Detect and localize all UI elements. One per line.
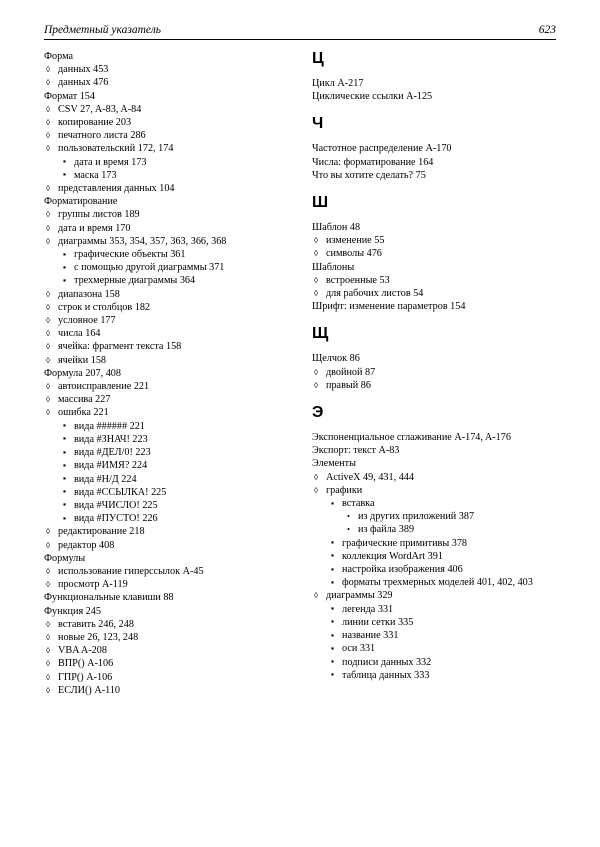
index-entry xyxy=(44,618,286,631)
diamond-bullet-icon: ◊ xyxy=(46,355,51,365)
index-entry-label: вида #ЧИСЛО! 225 xyxy=(74,499,158,511)
index-entry-label: оси 331 xyxy=(342,643,376,655)
diamond-bullet-icon: ◊ xyxy=(46,329,51,339)
index-entry-label: двойной 87 xyxy=(326,366,376,378)
square-bullet-icon: ▪ xyxy=(63,156,67,167)
index-entry xyxy=(312,274,554,287)
index-entry xyxy=(312,261,554,274)
diamond-bullet-icon: ◊ xyxy=(314,367,319,377)
index-entry-label: числа 164 xyxy=(58,328,101,340)
index-entry-label: ошибка 221 xyxy=(58,407,109,419)
index-entry xyxy=(312,576,554,589)
index-entry xyxy=(312,221,554,234)
index-entry xyxy=(312,444,554,457)
index-entry-label: вида ###### 221 xyxy=(74,420,145,432)
index-entry-label: вида #ИМЯ? 224 xyxy=(74,460,148,472)
index-entry xyxy=(44,274,286,287)
diamond-bullet-icon: ◊ xyxy=(46,144,51,154)
index-entry-label: Шрифт: изменение параметров 154 xyxy=(312,301,466,313)
index-entry xyxy=(44,486,286,499)
index-entry-label: Щелчок 86 xyxy=(312,353,360,365)
index-entry-label: изменение 55 xyxy=(326,235,385,247)
index-entry xyxy=(44,182,286,195)
index-entry xyxy=(44,340,286,353)
index-entry xyxy=(312,156,554,169)
index-entry-label: представления данных 104 xyxy=(58,183,175,195)
index-entry xyxy=(312,563,554,576)
index-entry-label: дата и время 170 xyxy=(58,222,131,234)
square-bullet-icon: ▪ xyxy=(331,563,335,574)
index-entry xyxy=(44,195,286,208)
index-entry-label: данных 453 xyxy=(58,64,109,76)
diamond-bullet-icon: ◊ xyxy=(46,131,51,141)
diamond-bullet-icon: ◊ xyxy=(46,104,51,114)
index-entry xyxy=(312,379,554,392)
index-entry-label: встроенные 53 xyxy=(326,274,390,286)
diamond-bullet-icon: ◊ xyxy=(46,342,51,352)
square-bullet-icon: ▪ xyxy=(331,550,335,561)
index-entry xyxy=(44,578,286,591)
diamond-bullet-icon: ◊ xyxy=(46,118,51,128)
index-entry xyxy=(312,510,554,523)
index-letter-heading: Э xyxy=(312,404,324,422)
index-entry xyxy=(312,234,554,247)
square-bullet-icon: ▪ xyxy=(63,459,67,470)
index-entry xyxy=(44,288,286,301)
index-entry-label: CSV 27, A-83, A-84 xyxy=(58,103,142,115)
index-entry-label: дата и время 173 xyxy=(74,156,147,168)
diamond-bullet-icon: ◊ xyxy=(46,316,51,326)
index-entry-label: Формула 207, 408 xyxy=(44,367,121,379)
left-column xyxy=(44,50,286,697)
index-entry xyxy=(44,169,286,182)
diamond-bullet-icon: ◊ xyxy=(46,382,51,392)
index-entry xyxy=(312,629,554,642)
diamond-bullet-icon: ◊ xyxy=(46,65,51,75)
index-entry xyxy=(312,497,554,510)
index-entry-label: VBA A-208 xyxy=(58,645,107,657)
diamond-bullet-icon: ◊ xyxy=(314,275,319,285)
diamond-bullet-icon: ◊ xyxy=(46,672,51,682)
index-entry-label: Формат 154 xyxy=(44,90,95,102)
diamond-bullet-icon: ◊ xyxy=(46,540,51,550)
index-entry-label: вида #ЗНАЧ! 223 xyxy=(74,433,148,445)
square-bullet-icon: ▪ xyxy=(63,261,67,272)
index-entry-label: Функциональные клавиши 88 xyxy=(44,592,174,604)
index-entry-label: ActiveX 49, 431, 444 xyxy=(326,471,414,483)
square-bullet-icon: ▪ xyxy=(331,616,335,627)
index-entry-label: ячейки 158 xyxy=(58,354,107,366)
index-entry-label: символы 476 xyxy=(326,248,382,260)
square-bullet-icon: ▪ xyxy=(331,497,335,508)
index-entry-label: линии сетки 335 xyxy=(342,616,414,628)
diamond-bullet-icon: ◊ xyxy=(46,659,51,669)
index-entry xyxy=(44,605,286,618)
square-bullet-icon: ▪ xyxy=(331,603,335,614)
square-bullet-icon: ▪ xyxy=(63,446,67,457)
square-bullet-icon: ▪ xyxy=(331,642,335,653)
square-bullet-icon: ▪ xyxy=(331,629,335,640)
diamond-bullet-icon: ◊ xyxy=(314,380,319,390)
index-entry-label: Экспорт: текст A-83 xyxy=(312,445,400,457)
diamond-bullet-icon: ◊ xyxy=(46,236,51,246)
index-entry xyxy=(312,537,554,550)
index-entry-label: просмотр A-119 xyxy=(58,579,128,591)
index-letter-heading: Ш xyxy=(312,194,329,212)
index-entry xyxy=(44,644,286,657)
index-entry xyxy=(44,420,286,433)
index-entry-label: подписи данных 332 xyxy=(342,656,432,668)
index-entry-label: ЕСЛИ() A-110 xyxy=(58,684,121,696)
index-entry-label: настройка изображения 406 xyxy=(342,564,463,576)
square-bullet-icon: ▪ xyxy=(63,499,67,510)
dot-bullet-icon: • xyxy=(347,510,350,521)
diamond-bullet-icon: ◊ xyxy=(46,210,51,220)
diamond-bullet-icon: ◊ xyxy=(46,223,51,233)
index-entry-label: массива 227 xyxy=(58,394,111,406)
index-entry xyxy=(312,669,554,682)
index-entry-label: вида #Н/Д 224 xyxy=(74,473,137,485)
diamond-bullet-icon: ◊ xyxy=(46,395,51,405)
index-entry xyxy=(312,642,554,655)
diamond-bullet-icon: ◊ xyxy=(314,236,319,246)
index-entry-label: строк и столбцов 182 xyxy=(58,301,151,313)
diamond-bullet-icon: ◊ xyxy=(314,591,319,601)
square-bullet-icon: ▪ xyxy=(331,656,335,666)
index-entry xyxy=(44,63,286,76)
index-entry xyxy=(44,248,286,261)
index-entry xyxy=(44,354,286,367)
index-entry xyxy=(44,512,286,525)
square-bullet-icon: ▪ xyxy=(331,576,335,587)
square-bullet-icon: ▪ xyxy=(63,274,67,285)
diamond-bullet-icon: ◊ xyxy=(46,619,51,629)
index-entry xyxy=(44,380,286,393)
index-entry xyxy=(312,523,554,536)
diamond-bullet-icon: ◊ xyxy=(314,249,319,259)
index-entry xyxy=(44,473,286,486)
diamond-bullet-icon: ◊ xyxy=(46,566,51,576)
index-entry xyxy=(44,235,286,248)
index-entry xyxy=(312,142,554,155)
index-entry-label: данных 476 xyxy=(58,77,109,89)
index-entry-label: коллекция WordArt 391 xyxy=(342,550,443,562)
square-bullet-icon: ▪ xyxy=(63,486,67,497)
index-entry-label: печатного листа 286 xyxy=(58,130,146,142)
index-entry-label: диаграммы 329 xyxy=(326,590,393,602)
index-entry-label: копирование 203 xyxy=(58,117,132,129)
index-entry-label: маска 173 xyxy=(74,169,117,181)
index-entry xyxy=(312,366,554,379)
index-entry xyxy=(44,327,286,340)
index-entry-label: из других приложений 387 xyxy=(358,511,475,523)
index-entry xyxy=(44,261,286,274)
diamond-bullet-icon: ◊ xyxy=(46,289,51,299)
index-entry-label: вида #ДЕЛ/0! 223 xyxy=(74,447,151,459)
index-entry xyxy=(44,565,286,578)
index-entry xyxy=(312,457,554,470)
index-entry xyxy=(44,525,286,538)
index-entry xyxy=(44,90,286,103)
square-bullet-icon: ▪ xyxy=(63,512,67,523)
index-entry-label: вставка xyxy=(342,498,375,510)
index-entry-label: легенда 331 xyxy=(342,603,394,615)
running-head-title: Предметный указатель xyxy=(44,24,161,36)
index-entry-label: вида #ПУСТО! 226 xyxy=(74,513,158,525)
square-bullet-icon: ▪ xyxy=(331,669,335,680)
diamond-bullet-icon: ◊ xyxy=(46,527,51,537)
diamond-bullet-icon: ◊ xyxy=(314,485,319,495)
index-entry xyxy=(312,300,554,313)
diamond-bullet-icon: ◊ xyxy=(314,289,319,299)
index-entry xyxy=(312,656,554,669)
index-columns xyxy=(44,50,556,697)
index-entry xyxy=(44,499,286,512)
index-entry xyxy=(312,77,554,90)
index-entry-label: Форматирование xyxy=(44,196,118,208)
index-entry xyxy=(312,287,554,300)
index-entry-label: диаграммы 353, 354, 357, 363, 366, 368 xyxy=(58,235,227,247)
index-entry xyxy=(44,208,286,221)
index-entry-label: графики xyxy=(326,484,363,496)
index-entry-label: ГПР() A-106 xyxy=(58,671,113,683)
square-bullet-icon: ▪ xyxy=(331,537,335,548)
index-entry-label: Шаблоны xyxy=(312,261,355,273)
index-entry xyxy=(44,103,286,116)
index-entry-label: пользовательский 172, 174 xyxy=(58,143,174,155)
index-letter-heading: Ч xyxy=(312,115,324,133)
index-entry-label: Циклические ссылки A-125 xyxy=(312,91,433,103)
index-entry-label: редактор 408 xyxy=(58,539,115,551)
square-bullet-icon: ▪ xyxy=(63,248,67,259)
index-entry xyxy=(44,76,286,89)
index-entry xyxy=(312,352,554,365)
index-entry xyxy=(44,156,286,169)
index-entry xyxy=(44,433,286,446)
index-entry xyxy=(44,459,286,472)
dot-bullet-icon: • xyxy=(347,523,350,534)
index-entry-label: Числа: форматирование 164 xyxy=(312,156,434,168)
index-entry xyxy=(44,222,286,235)
index-entry-label: группы листов 189 xyxy=(58,209,140,221)
index-entry xyxy=(44,367,286,380)
diamond-bullet-icon: ◊ xyxy=(46,78,51,88)
index-entry-label: ВПР() A-106 xyxy=(58,658,114,670)
index-entry-label: название 331 xyxy=(342,630,399,642)
diamond-bullet-icon: ◊ xyxy=(314,472,319,482)
index-entry xyxy=(44,539,286,552)
index-letter-heading: Щ xyxy=(312,325,329,343)
index-entry-label: правый 86 xyxy=(326,379,371,391)
index-entry xyxy=(312,471,554,484)
diamond-bullet-icon: ◊ xyxy=(46,408,51,418)
index-entry-label: таблица данных 333 xyxy=(342,669,430,681)
diamond-bullet-icon: ◊ xyxy=(46,580,51,590)
index-entry-label: для рабочих листов 54 xyxy=(326,288,424,300)
index-entry-label: Что вы хотите сделать? 75 xyxy=(312,169,426,181)
index-entry-label: форматы трехмерных моделей 401, 402, 403 xyxy=(342,577,533,589)
index-entry xyxy=(312,169,554,182)
index-entry-label: вида #ССЫЛКА! 225 xyxy=(74,486,167,498)
index-entry-label: новые 26, 123, 248 xyxy=(58,631,139,643)
index-entry-label: Шаблон 48 xyxy=(312,222,361,234)
diamond-bullet-icon: ◊ xyxy=(46,685,51,695)
index-entry-label: автоисправление 221 xyxy=(58,381,150,393)
index-entry xyxy=(312,550,554,563)
index-entry-label: диапазона 158 xyxy=(58,288,120,300)
right-column xyxy=(312,50,554,697)
index-entry xyxy=(44,684,286,697)
index-entry-label: с помощью другой диаграммы 371 xyxy=(74,262,225,274)
index-entry-label: ячейка: фрагмент текста 158 xyxy=(58,341,182,353)
index-entry-label: Форма xyxy=(44,51,73,62)
index-entry-label: из файла 389 xyxy=(358,524,415,536)
index-entry xyxy=(44,50,286,63)
index-entry xyxy=(312,431,554,444)
index-letter-heading: Ц xyxy=(312,50,324,67)
index-entry xyxy=(44,393,286,406)
index-entry-label: условное 177 xyxy=(58,315,116,327)
index-entry xyxy=(44,116,286,129)
index-entry-label: вставить 246, 248 xyxy=(58,618,134,630)
index-entry-label: Формулы xyxy=(44,552,86,564)
index-entry xyxy=(44,552,286,565)
diamond-bullet-icon: ◊ xyxy=(46,184,51,194)
index-entry xyxy=(44,591,286,604)
index-entry-label: графические примитивы 378 xyxy=(342,537,468,549)
index-entry xyxy=(44,671,286,684)
index-entry xyxy=(44,406,286,419)
index-entry-label: трехмерные диаграммы 364 xyxy=(74,275,196,287)
index-entry xyxy=(44,142,286,155)
index-entry xyxy=(44,657,286,670)
index-entry xyxy=(312,589,554,602)
index-entry-label: Элементы xyxy=(312,458,356,470)
page-number: 623 xyxy=(538,24,556,36)
square-bullet-icon: ▪ xyxy=(63,473,67,483)
diamond-bullet-icon: ◊ xyxy=(46,646,51,656)
page-header xyxy=(44,24,556,39)
index-entry xyxy=(312,90,554,103)
index-entry-label: редактирование 218 xyxy=(58,526,145,538)
index-entry xyxy=(44,301,286,314)
index-entry xyxy=(312,603,554,616)
index-entry xyxy=(312,484,554,497)
header-divider xyxy=(44,39,556,40)
index-entry-label: использование гиперссылок A-45 xyxy=(58,565,204,577)
index-entry-label: Частотное распределение A-170 xyxy=(312,143,452,155)
index-entry-label: Цикл A-217 xyxy=(312,78,364,89)
index-entry-label: Экспоненциальное сглаживание A-174, A-176 xyxy=(312,432,511,444)
index-entry xyxy=(312,247,554,260)
index-entry xyxy=(312,616,554,629)
index-entry-label: графические объекты 361 xyxy=(74,249,186,261)
square-bullet-icon: ▪ xyxy=(63,433,67,444)
diamond-bullet-icon: ◊ xyxy=(46,302,51,312)
index-entry xyxy=(44,129,286,142)
diamond-bullet-icon: ◊ xyxy=(46,632,51,642)
index-entry xyxy=(44,446,286,459)
index-entry-label: Функция 245 xyxy=(44,605,101,617)
index-entry xyxy=(44,314,286,327)
square-bullet-icon: ▪ xyxy=(63,420,67,431)
index-entry xyxy=(44,631,286,644)
square-bullet-icon: ▪ xyxy=(63,169,67,180)
